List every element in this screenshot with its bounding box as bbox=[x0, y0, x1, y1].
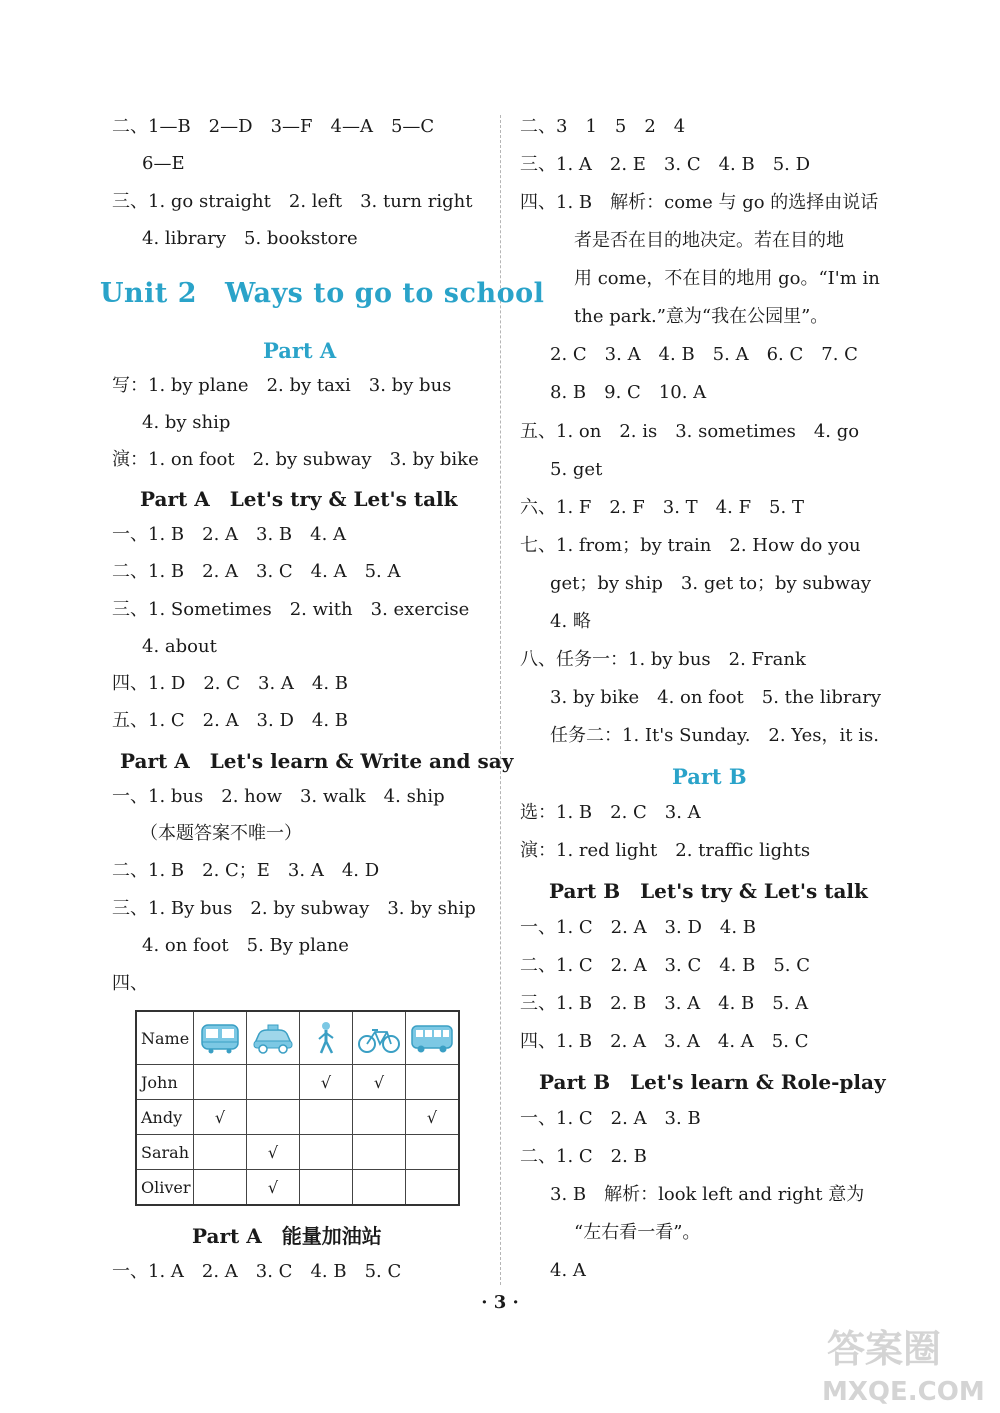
answer-line: 三、1. Sometimes 2. with 3. exercise bbox=[112, 599, 470, 620]
page-number: · 3 · bbox=[481, 1292, 519, 1313]
check-cell bbox=[300, 1100, 353, 1135]
answer-line: 用 come，不在目的地用 go。“I'm in bbox=[574, 268, 880, 289]
check-cell bbox=[406, 1065, 460, 1100]
answer-line: “左右看一看”。 bbox=[574, 1222, 701, 1243]
answer-line: 演：1. red light 2. traffic lights bbox=[520, 840, 811, 861]
check-cell bbox=[247, 1065, 300, 1100]
answer-line: 二、1. C 2. B bbox=[520, 1146, 647, 1167]
answer-line: 一、1. A 2. A 3. C 4. B 5. C bbox=[112, 1261, 402, 1282]
section-heading: Part B Let's try & Let's talk bbox=[549, 879, 868, 903]
answer-line: 五、1. on 2. is 3. sometimes 4. go bbox=[520, 421, 860, 442]
answer-line: 3. by bike 4. on foot 5. the library bbox=[550, 687, 882, 708]
check-cell bbox=[194, 1135, 247, 1170]
walk-icon bbox=[300, 1011, 353, 1065]
subway-icon bbox=[194, 1011, 247, 1065]
check-cell bbox=[353, 1100, 406, 1135]
row-name: John bbox=[136, 1065, 194, 1100]
transport-table bbox=[135, 1010, 460, 1206]
check-cell: √ bbox=[406, 1100, 460, 1135]
answer-line: 4. library 5. bookstore bbox=[142, 228, 358, 249]
answer-line: 八、任务一：1. by bus 2. Frank bbox=[520, 649, 806, 670]
svg-text:MXQE.COM: MXQE.COM bbox=[822, 1377, 985, 1405]
answer-line: 五、1. C 2. A 3. D 4. B bbox=[112, 710, 349, 731]
answer-line: 三、1. go straight 2. left 3. turn right bbox=[112, 191, 473, 212]
answer-line: 任务二：1. It's Sunday. 2. Yes，it is. bbox=[550, 725, 879, 746]
unit-number: Unit 2 bbox=[100, 278, 198, 309]
answer-line: 4. by ship bbox=[142, 412, 231, 433]
answer-line: 一、1. C 2. A 3. B bbox=[520, 1108, 701, 1129]
check-cell bbox=[353, 1135, 406, 1170]
answer-line: 写：1. by plane 2. by taxi 3. by bus bbox=[112, 375, 452, 396]
table-row bbox=[136, 1100, 459, 1135]
check-cell bbox=[406, 1170, 460, 1206]
check-cell bbox=[353, 1170, 406, 1206]
answer-line: 二、1. B 2. A 3. C 4. A 5. A bbox=[112, 561, 401, 582]
answer-line: 四、1. B 解析：come 与 go 的选择由说话 bbox=[520, 192, 879, 213]
answer-line: 三、1. By bus 2. by subway 3. by ship bbox=[112, 898, 476, 919]
section-heading: Part B Let's learn & Role-play bbox=[539, 1070, 886, 1094]
answer-line: 三、1. A 2. E 3. C 4. B 5. D bbox=[520, 154, 811, 175]
answer-line: 4. about bbox=[142, 636, 217, 657]
answer-line: 一、1. B 2. A 3. B 4. A bbox=[112, 524, 347, 545]
section-heading: Part A 能量加油站 bbox=[192, 1224, 382, 1248]
svg-text:答案圈: 答案圈 bbox=[827, 1327, 942, 1371]
answer-line: 4. 略 bbox=[550, 611, 591, 632]
answer-line: 四、1. D 2. C 3. A 4. B bbox=[112, 673, 349, 694]
row-name: Sarah bbox=[136, 1135, 194, 1170]
answer-line: 选：1. B 2. C 3. A bbox=[520, 802, 701, 823]
answer-line: 七、1. from；by train 2. How do you bbox=[520, 535, 861, 556]
taxi-icon bbox=[247, 1011, 300, 1065]
section-heading: Part B bbox=[672, 764, 747, 789]
answer-line: 三、1. B 2. B 3. A 4. B 5. A bbox=[520, 993, 809, 1014]
answer-line: 6—E bbox=[142, 153, 185, 174]
answer-line: 六、1. F 2. F 3. T 4. F 5. T bbox=[520, 497, 804, 518]
table-header-name: Name bbox=[136, 1011, 194, 1065]
answer-line: 二、1. B 2. C；E 3. A 4. D bbox=[112, 860, 380, 881]
table-row bbox=[136, 1065, 459, 1100]
check-cell bbox=[194, 1170, 247, 1206]
section-heading: Part A bbox=[263, 338, 337, 363]
answer-line: 3. B 解析：look left and right 意为 bbox=[550, 1184, 865, 1205]
row-name: Andy bbox=[136, 1100, 194, 1135]
watermark-logo bbox=[822, 1320, 992, 1405]
answer-line: 4. A bbox=[550, 1260, 586, 1281]
bike-icon bbox=[353, 1011, 406, 1065]
answer-line: 演：1. on foot 2. by subway 3. by bike bbox=[112, 449, 479, 470]
check-cell: √ bbox=[194, 1100, 247, 1135]
answer-line: （本题答案不唯一） bbox=[140, 823, 302, 844]
check-cell bbox=[194, 1065, 247, 1100]
check-cell: √ bbox=[353, 1065, 406, 1100]
answer-line: get；by ship 3. get to；by subway bbox=[550, 573, 872, 594]
section-heading: Part A Let's learn & Write and say bbox=[120, 749, 514, 773]
answer-line: 二、1. C 2. A 3. C 4. B 5. C bbox=[520, 955, 811, 976]
answer-line: 二、3 1 5 2 4 bbox=[520, 116, 686, 137]
section-heading: Part A Let's try & Let's talk bbox=[140, 487, 458, 511]
check-cell: √ bbox=[247, 1135, 300, 1170]
check-cell: √ bbox=[300, 1065, 353, 1100]
check-cell bbox=[300, 1170, 353, 1206]
answer-line: 者是否在目的地决定。若在目的地 bbox=[574, 230, 844, 251]
check-cell bbox=[406, 1135, 460, 1170]
bus-icon bbox=[406, 1011, 460, 1065]
answer-line: 4. on foot 5. By plane bbox=[142, 935, 349, 956]
answer-line: 一、1. bus 2. how 3. walk 4. ship bbox=[112, 786, 445, 807]
check-cell bbox=[247, 1100, 300, 1135]
check-cell bbox=[300, 1135, 353, 1170]
answer-line: 2. C 3. A 4. B 5. A 6. C 7. C bbox=[550, 344, 858, 365]
answer-line: 一、1. C 2. A 3. D 4. B bbox=[520, 917, 757, 938]
answer-line: 二、1—B 2—D 3—F 4—A 5—C bbox=[112, 116, 435, 137]
check-cell: √ bbox=[247, 1170, 300, 1206]
table-row bbox=[136, 1135, 459, 1170]
answer-line: 四、 bbox=[112, 973, 148, 994]
unit-title: Ways to go to school bbox=[225, 278, 545, 309]
answer-line: 5. get bbox=[550, 459, 603, 480]
answer-line: 8. B 9. C 10. A bbox=[550, 382, 707, 403]
answer-line: 四、1. B 2. A 3. A 4. A 5. C bbox=[520, 1031, 809, 1052]
answer-line: the park.”意为“我在公园里”。 bbox=[574, 306, 829, 327]
row-name: Oliver bbox=[136, 1170, 194, 1206]
table-row bbox=[136, 1170, 459, 1206]
